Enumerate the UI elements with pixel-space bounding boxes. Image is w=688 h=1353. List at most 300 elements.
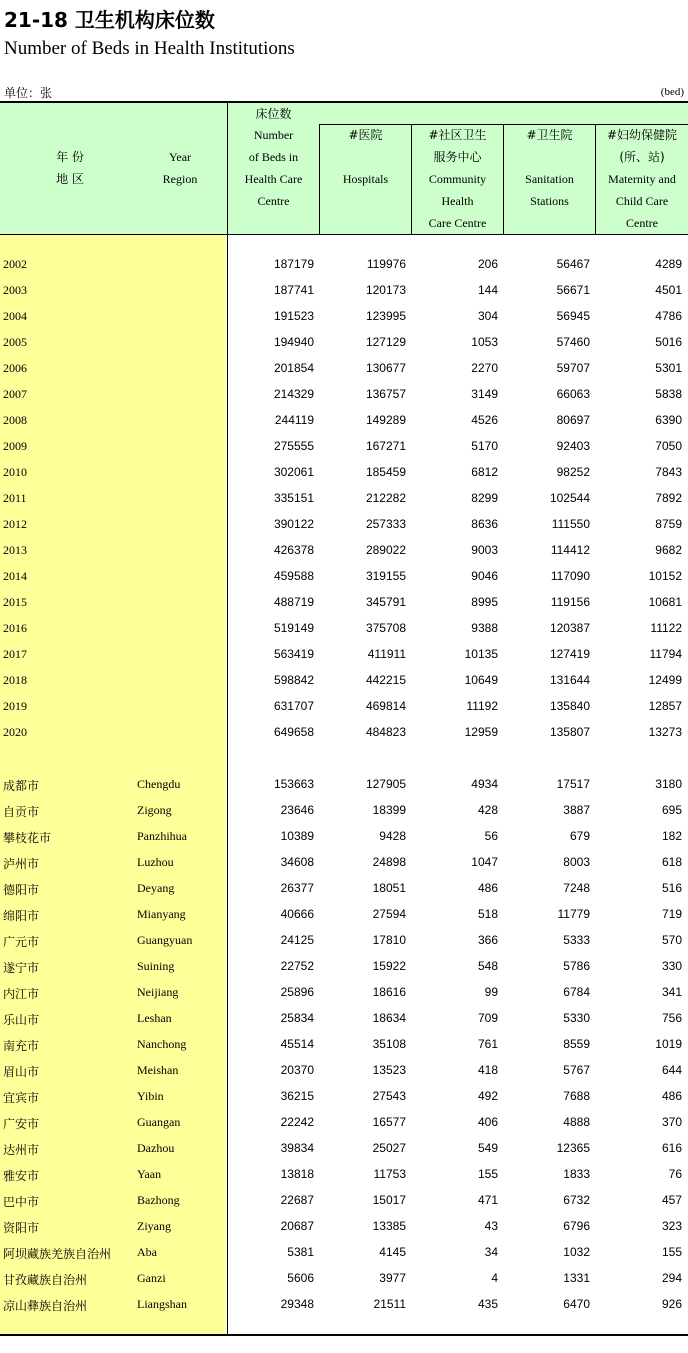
cell-community: 418 bbox=[477, 1063, 498, 1077]
cell-total: 26377 bbox=[280, 881, 314, 895]
table-row bbox=[0, 460, 688, 486]
cell-maternity: 182 bbox=[661, 829, 682, 843]
cell-total: 244119 bbox=[274, 413, 314, 427]
row-region-cn: 广安市 bbox=[3, 1117, 40, 1131]
cell-sanitation: 1331 bbox=[563, 1271, 590, 1285]
cell-total: 214329 bbox=[273, 387, 314, 401]
top-rule bbox=[0, 101, 688, 103]
header-community-en-1: Community bbox=[428, 172, 487, 186]
cell-total: 187179 bbox=[273, 257, 314, 271]
cell-hospitals: 119976 bbox=[366, 257, 406, 271]
cell-hospitals: 24898 bbox=[372, 855, 406, 869]
header-beds-cn: 床位数 bbox=[255, 107, 292, 121]
cell-maternity: 8759 bbox=[655, 517, 682, 531]
cell-total: 335151 bbox=[273, 491, 314, 505]
table-row bbox=[0, 1188, 688, 1214]
cell-community: 435 bbox=[477, 1297, 498, 1311]
row-region-en: Leshan bbox=[137, 1011, 172, 1025]
table-row bbox=[0, 668, 688, 694]
table-row bbox=[0, 382, 688, 408]
cell-hospitals: 149289 bbox=[365, 413, 406, 427]
table-row bbox=[0, 980, 688, 1006]
cell-maternity: 516 bbox=[661, 881, 682, 895]
cell-total: 23646 bbox=[280, 803, 314, 817]
row-year: 2006 bbox=[3, 361, 27, 375]
cell-hospitals: 185459 bbox=[365, 465, 406, 479]
header-beds-en-3: Health Care bbox=[244, 172, 303, 186]
cell-hospitals: 136757 bbox=[365, 387, 406, 401]
cell-hospitals: 375708 bbox=[365, 621, 406, 635]
cell-community: 518 bbox=[477, 907, 498, 921]
cell-hospitals: 411911 bbox=[367, 647, 406, 661]
cell-maternity: 644 bbox=[661, 1063, 682, 1077]
row-region-cn: 遂宁市 bbox=[3, 961, 40, 975]
cell-maternity: 155 bbox=[661, 1245, 682, 1259]
cell-community: 492 bbox=[477, 1089, 498, 1103]
cell-total: 10389 bbox=[280, 829, 314, 843]
table-row bbox=[0, 642, 688, 668]
cell-hospitals: 167271 bbox=[365, 439, 406, 453]
row-year: 2019 bbox=[3, 699, 27, 713]
cell-total: 34608 bbox=[280, 855, 314, 869]
cell-sanitation: 5333 bbox=[563, 933, 590, 947]
table-row bbox=[0, 1214, 688, 1240]
cell-maternity: 370 bbox=[661, 1115, 682, 1129]
cell-community: 4526 bbox=[471, 413, 498, 427]
row-year: 2014 bbox=[3, 569, 27, 583]
table-row bbox=[0, 434, 688, 460]
cell-sanitation: 8003 bbox=[563, 855, 590, 869]
row-year: 2008 bbox=[3, 413, 27, 427]
cell-hospitals: 319155 bbox=[365, 569, 406, 583]
cell-maternity: 76 bbox=[668, 1167, 682, 1181]
cell-hospitals: 15017 bbox=[372, 1193, 406, 1207]
cell-total: 22752 bbox=[280, 959, 314, 973]
cell-sanitation: 56467 bbox=[556, 257, 590, 271]
header-year-en: Year bbox=[168, 150, 192, 164]
cell-sanitation: 56671 bbox=[556, 283, 590, 297]
cell-maternity: 4289 bbox=[655, 257, 682, 271]
cell-community: 9046 bbox=[471, 569, 498, 583]
cell-hospitals: 123995 bbox=[365, 309, 406, 323]
cell-maternity: 9682 bbox=[655, 543, 682, 557]
cell-maternity: 618 bbox=[661, 855, 682, 869]
row-year: 2003 bbox=[3, 283, 27, 297]
cell-community: 5170 bbox=[471, 439, 498, 453]
cell-sanitation: 6784 bbox=[563, 985, 590, 999]
cell-maternity: 12499 bbox=[648, 673, 682, 687]
cell-total: 29348 bbox=[280, 1297, 314, 1311]
cell-sanitation: 98252 bbox=[556, 465, 590, 479]
cell-community: 43 bbox=[484, 1219, 498, 1233]
cell-maternity: 486 bbox=[661, 1089, 682, 1103]
header-community-cn-1: #社区卫生 bbox=[428, 128, 487, 142]
unit-label-en: (bed) bbox=[660, 86, 684, 98]
subheader-rule bbox=[320, 124, 688, 125]
row-region-cn: 自贡市 bbox=[3, 805, 40, 819]
row-region-en: Aba bbox=[137, 1245, 157, 1259]
cell-hospitals: 15922 bbox=[372, 959, 406, 973]
cell-community: 709 bbox=[477, 1011, 498, 1025]
cell-community: 2270 bbox=[471, 361, 498, 375]
header-year-cn: 年 份 bbox=[56, 150, 84, 164]
row-year: 2005 bbox=[3, 335, 27, 349]
cell-community: 12959 bbox=[464, 725, 498, 739]
unit-label-cn: 单位：张 bbox=[4, 86, 53, 100]
cell-total: 390122 bbox=[273, 517, 314, 531]
col-divider-2 bbox=[411, 124, 412, 234]
cell-total: 275555 bbox=[273, 439, 314, 453]
cell-community: 56 bbox=[484, 829, 498, 843]
header-community-en-2: Health bbox=[441, 194, 474, 208]
cell-community: 1047 bbox=[471, 855, 498, 869]
row-region-cn: 阿坝藏族羌族自治州 bbox=[3, 1247, 112, 1261]
table-row bbox=[0, 694, 688, 720]
cell-hospitals: 120173 bbox=[365, 283, 406, 297]
row-year: 2020 bbox=[3, 725, 27, 739]
header-community-cn-2: 服务中心 bbox=[433, 150, 482, 164]
cell-total: 39834 bbox=[280, 1141, 314, 1155]
cell-total: 24125 bbox=[280, 933, 314, 947]
header-bottom-rule bbox=[0, 234, 688, 235]
cell-total: 22687 bbox=[280, 1193, 314, 1207]
cell-maternity: 616 bbox=[661, 1141, 682, 1155]
table-row bbox=[0, 824, 688, 850]
cell-sanitation: 120387 bbox=[549, 621, 590, 635]
table-row bbox=[0, 252, 688, 278]
cell-total: 20370 bbox=[280, 1063, 314, 1077]
cell-hospitals: 21511 bbox=[373, 1297, 406, 1311]
cell-hospitals: 442215 bbox=[365, 673, 406, 687]
row-region-cn: 宜宾市 bbox=[3, 1091, 40, 1105]
table-row bbox=[0, 512, 688, 538]
cell-community: 9003 bbox=[471, 543, 498, 557]
cell-community: 144 bbox=[477, 283, 498, 297]
cell-maternity: 7050 bbox=[655, 439, 682, 453]
row-region-en: Dazhou bbox=[137, 1141, 175, 1155]
cell-hospitals: 3977 bbox=[379, 1271, 406, 1285]
header-beds-en-4: Centre bbox=[257, 194, 290, 208]
row-region-cn: 资阳市 bbox=[3, 1221, 40, 1235]
cell-sanitation: 131644 bbox=[549, 673, 590, 687]
table-row bbox=[0, 876, 688, 902]
cell-sanitation: 7248 bbox=[563, 881, 590, 895]
cell-total: 302061 bbox=[273, 465, 314, 479]
header-hospitals-cn: #医院 bbox=[348, 128, 383, 142]
row-region-cn: 凉山彝族自治州 bbox=[3, 1299, 88, 1313]
row-year: 2015 bbox=[3, 595, 27, 609]
cell-total: 40666 bbox=[280, 907, 314, 921]
table-row bbox=[0, 1136, 688, 1162]
cell-total: 194940 bbox=[273, 335, 314, 349]
row-year: 2016 bbox=[3, 621, 27, 635]
col-divider-3 bbox=[503, 124, 504, 234]
cell-community: 304 bbox=[477, 309, 498, 323]
cell-community: 99 bbox=[484, 985, 498, 999]
cell-total: 201854 bbox=[273, 361, 314, 375]
cell-maternity: 5838 bbox=[655, 387, 682, 401]
cell-community: 11192 bbox=[466, 699, 498, 713]
cell-maternity: 570 bbox=[661, 933, 682, 947]
col-divider-4 bbox=[595, 124, 596, 234]
table-row bbox=[0, 408, 688, 434]
cell-total: 22242 bbox=[280, 1115, 314, 1129]
table-row bbox=[0, 902, 688, 928]
cell-community: 761 bbox=[477, 1037, 498, 1051]
cell-total: 5381 bbox=[287, 1245, 314, 1259]
header-sanitation-en-2: Stations bbox=[530, 194, 569, 208]
row-region-cn: 成都市 bbox=[3, 779, 40, 793]
row-region-en: Bazhong bbox=[137, 1193, 180, 1207]
row-year: 2011 bbox=[3, 491, 27, 505]
header-sanitation-cn: #卫生院 bbox=[526, 128, 573, 142]
cell-maternity: 341 bbox=[661, 985, 682, 999]
cell-sanitation: 117090 bbox=[550, 569, 590, 583]
cell-sanitation: 6470 bbox=[563, 1297, 590, 1311]
table-row bbox=[0, 1266, 688, 1292]
cell-total: 25834 bbox=[280, 1011, 314, 1025]
cell-hospitals: 17810 bbox=[372, 933, 406, 947]
cell-maternity: 330 bbox=[661, 959, 682, 973]
table-row bbox=[0, 538, 688, 564]
cell-sanitation: 57460 bbox=[556, 335, 590, 349]
table-row bbox=[0, 850, 688, 876]
cell-total: 649658 bbox=[273, 725, 314, 739]
row-year: 2010 bbox=[3, 465, 27, 479]
row-region-cn: 雅安市 bbox=[3, 1169, 40, 1183]
cell-sanitation: 8559 bbox=[563, 1037, 590, 1051]
cell-community: 471 bbox=[477, 1193, 498, 1207]
cell-hospitals: 469814 bbox=[365, 699, 406, 713]
table-row bbox=[0, 616, 688, 642]
cell-hospitals: 35108 bbox=[372, 1037, 406, 1051]
cell-maternity: 756 bbox=[661, 1011, 682, 1025]
cell-total: 25896 bbox=[280, 985, 314, 999]
cell-community: 34 bbox=[484, 1245, 498, 1259]
cell-total: 187741 bbox=[273, 283, 314, 297]
row-year: 2009 bbox=[3, 439, 27, 453]
cell-maternity: 10152 bbox=[648, 569, 682, 583]
header-sanitation-en-1: Sanitation bbox=[525, 172, 574, 186]
table-row bbox=[0, 798, 688, 824]
cell-maternity: 5301 bbox=[655, 361, 682, 375]
cell-maternity: 457 bbox=[661, 1193, 682, 1207]
cell-community: 1053 bbox=[471, 335, 498, 349]
row-region-cn: 德阳市 bbox=[3, 883, 40, 897]
table-row bbox=[0, 1058, 688, 1084]
row-region-en: Nanchong bbox=[137, 1037, 187, 1051]
cell-maternity: 1019 bbox=[655, 1037, 682, 1051]
row-year: 2007 bbox=[3, 387, 27, 401]
row-region-cn: 巴中市 bbox=[3, 1195, 40, 1209]
table-row bbox=[0, 590, 688, 616]
header-community-en-3: Care Centre bbox=[428, 216, 487, 230]
row-region-cn: 南充市 bbox=[3, 1039, 40, 1053]
cell-maternity: 6390 bbox=[655, 413, 682, 427]
cell-community: 548 bbox=[477, 959, 498, 973]
header-beds-en-2: of Beds in bbox=[248, 150, 299, 164]
cell-community: 155 bbox=[477, 1167, 498, 1181]
cell-total: 426378 bbox=[273, 543, 314, 557]
cell-total: 45514 bbox=[280, 1037, 314, 1051]
cell-hospitals: 127905 bbox=[365, 777, 406, 791]
row-region-en: Guangan bbox=[137, 1115, 181, 1129]
row-region-cn: 内江市 bbox=[3, 987, 40, 1001]
table-row bbox=[0, 564, 688, 590]
cell-total: 20687 bbox=[280, 1219, 314, 1233]
cell-sanitation: 114412 bbox=[550, 543, 590, 557]
row-year: 2002 bbox=[3, 257, 27, 271]
cell-hospitals: 212282 bbox=[365, 491, 406, 505]
cell-total: 153663 bbox=[273, 777, 314, 791]
cell-sanitation: 111550 bbox=[551, 517, 590, 531]
cell-hospitals: 18616 bbox=[372, 985, 406, 999]
cell-sanitation: 12365 bbox=[556, 1141, 590, 1155]
row-region-en: Luzhou bbox=[137, 855, 174, 869]
cell-community: 9388 bbox=[471, 621, 498, 635]
table-row bbox=[0, 356, 688, 382]
table-row bbox=[0, 954, 688, 980]
row-region-cn: 攀枝花市 bbox=[3, 831, 52, 845]
cell-hospitals: 130677 bbox=[365, 361, 406, 375]
row-region-en: Mianyang bbox=[137, 907, 186, 921]
row-region-en: Meishan bbox=[137, 1063, 179, 1077]
cell-total: 598842 bbox=[273, 673, 314, 687]
cell-hospitals: 4145 bbox=[379, 1245, 406, 1259]
cell-maternity: 7843 bbox=[655, 465, 682, 479]
cell-community: 206 bbox=[477, 257, 498, 271]
cell-maternity: 11794 bbox=[649, 647, 682, 661]
row-region-en: Liangshan bbox=[137, 1297, 187, 1311]
cell-sanitation: 6732 bbox=[563, 1193, 590, 1207]
cell-hospitals: 127129 bbox=[365, 335, 406, 349]
cell-sanitation: 5330 bbox=[563, 1011, 590, 1025]
cell-total: 519149 bbox=[273, 621, 314, 635]
cell-sanitation: 1833 bbox=[563, 1167, 590, 1181]
header-maternity-en-1: Maternity and bbox=[608, 172, 676, 186]
cell-maternity: 11122 bbox=[650, 621, 682, 635]
row-region-en: Ganzi bbox=[137, 1271, 166, 1285]
header-maternity-cn-2: (所、站) bbox=[619, 150, 665, 164]
table-row bbox=[0, 1032, 688, 1058]
cell-maternity: 4786 bbox=[655, 309, 682, 323]
table-row bbox=[0, 1084, 688, 1110]
cell-hospitals: 257333 bbox=[365, 517, 406, 531]
cell-community: 8636 bbox=[471, 517, 498, 531]
cell-community: 366 bbox=[477, 933, 498, 947]
row-region-en: Chengdu bbox=[137, 777, 181, 791]
cell-hospitals: 18399 bbox=[372, 803, 406, 817]
table-row bbox=[0, 278, 688, 304]
table-row bbox=[0, 928, 688, 954]
cell-maternity: 323 bbox=[661, 1219, 682, 1233]
cell-maternity: 7892 bbox=[655, 491, 682, 505]
cell-total: 191523 bbox=[273, 309, 314, 323]
row-year: 2018 bbox=[3, 673, 27, 687]
cell-maternity: 695 bbox=[661, 803, 682, 817]
cell-sanitation: 679 bbox=[569, 829, 590, 843]
table-row bbox=[0, 720, 688, 746]
cell-maternity: 3180 bbox=[655, 777, 682, 791]
cell-sanitation: 3887 bbox=[563, 803, 590, 817]
header-maternity-en-2: Child Care bbox=[615, 194, 669, 208]
cell-maternity: 294 bbox=[661, 1271, 682, 1285]
cell-community: 549 bbox=[477, 1141, 498, 1155]
cell-sanitation: 11779 bbox=[557, 907, 590, 921]
cell-total: 5606 bbox=[287, 1271, 314, 1285]
cell-sanitation: 4888 bbox=[563, 1115, 590, 1129]
row-region-cn: 乐山市 bbox=[3, 1013, 40, 1027]
cell-sanitation: 1032 bbox=[563, 1245, 590, 1259]
header-region-cn: 地 区 bbox=[56, 172, 84, 186]
cell-maternity: 10681 bbox=[648, 595, 682, 609]
cell-total: 488719 bbox=[273, 595, 314, 609]
header-beds-en-1: Number bbox=[253, 128, 294, 142]
cell-total: 631707 bbox=[273, 699, 314, 713]
cell-hospitals: 18051 bbox=[372, 881, 406, 895]
cell-sanitation: 5786 bbox=[563, 959, 590, 973]
cell-maternity: 926 bbox=[661, 1297, 682, 1311]
cell-community: 8299 bbox=[471, 491, 498, 505]
row-region-en: Neijiang bbox=[137, 985, 179, 999]
cell-hospitals: 13385 bbox=[372, 1219, 406, 1233]
row-region-en: Yibin bbox=[137, 1089, 164, 1103]
row-region-cn: 甘孜藏族自治州 bbox=[3, 1273, 88, 1287]
cell-sanitation: 7688 bbox=[563, 1089, 590, 1103]
row-region-en: Suining bbox=[137, 959, 175, 973]
cell-community: 486 bbox=[477, 881, 498, 895]
table-row bbox=[0, 772, 688, 798]
cell-hospitals: 13523 bbox=[372, 1063, 406, 1077]
cell-community: 4934 bbox=[471, 777, 498, 791]
table-row bbox=[0, 1006, 688, 1032]
row-region-en: Panzhihua bbox=[137, 829, 187, 843]
cell-hospitals: 9428 bbox=[379, 829, 406, 843]
row-year: 2012 bbox=[3, 517, 27, 531]
header-region-en: Region bbox=[162, 172, 198, 186]
cell-sanitation: 56945 bbox=[556, 309, 590, 323]
cell-sanitation: 17517 bbox=[556, 777, 590, 791]
cell-community: 6812 bbox=[471, 465, 498, 479]
header-maternity-en-3: Centre bbox=[626, 216, 658, 230]
cell-total: 36215 bbox=[280, 1089, 314, 1103]
cell-sanitation: 6796 bbox=[563, 1219, 590, 1233]
cell-maternity: 4501 bbox=[655, 283, 682, 297]
row-region-cn: 眉山市 bbox=[3, 1065, 40, 1079]
cell-sanitation: 127419 bbox=[549, 647, 590, 661]
cell-total: 563419 bbox=[273, 647, 314, 661]
row-region-cn: 达州市 bbox=[3, 1143, 40, 1157]
row-region-en: Zigong bbox=[137, 803, 172, 817]
row-year: 2004 bbox=[3, 309, 27, 323]
table-row bbox=[0, 1292, 688, 1318]
row-region-en: Guangyuan bbox=[137, 933, 193, 947]
cell-community: 3149 bbox=[471, 387, 498, 401]
cell-sanitation: 59707 bbox=[556, 361, 590, 375]
cell-hospitals: 345791 bbox=[365, 595, 406, 609]
cell-hospitals: 11753 bbox=[373, 1167, 406, 1181]
cell-hospitals: 27594 bbox=[372, 907, 406, 921]
cell-total: 13818 bbox=[280, 1167, 314, 1181]
row-year: 2017 bbox=[3, 647, 27, 661]
table-row bbox=[0, 486, 688, 512]
page-title-cn: 21-18 卫生机构床位数 bbox=[4, 8, 215, 32]
table-row bbox=[0, 330, 688, 356]
col-divider-1 bbox=[319, 124, 320, 234]
header-hospitals-en: Hospitals bbox=[342, 172, 389, 186]
row-region-cn: 绵阳市 bbox=[3, 909, 40, 923]
cell-sanitation: 102544 bbox=[549, 491, 590, 505]
